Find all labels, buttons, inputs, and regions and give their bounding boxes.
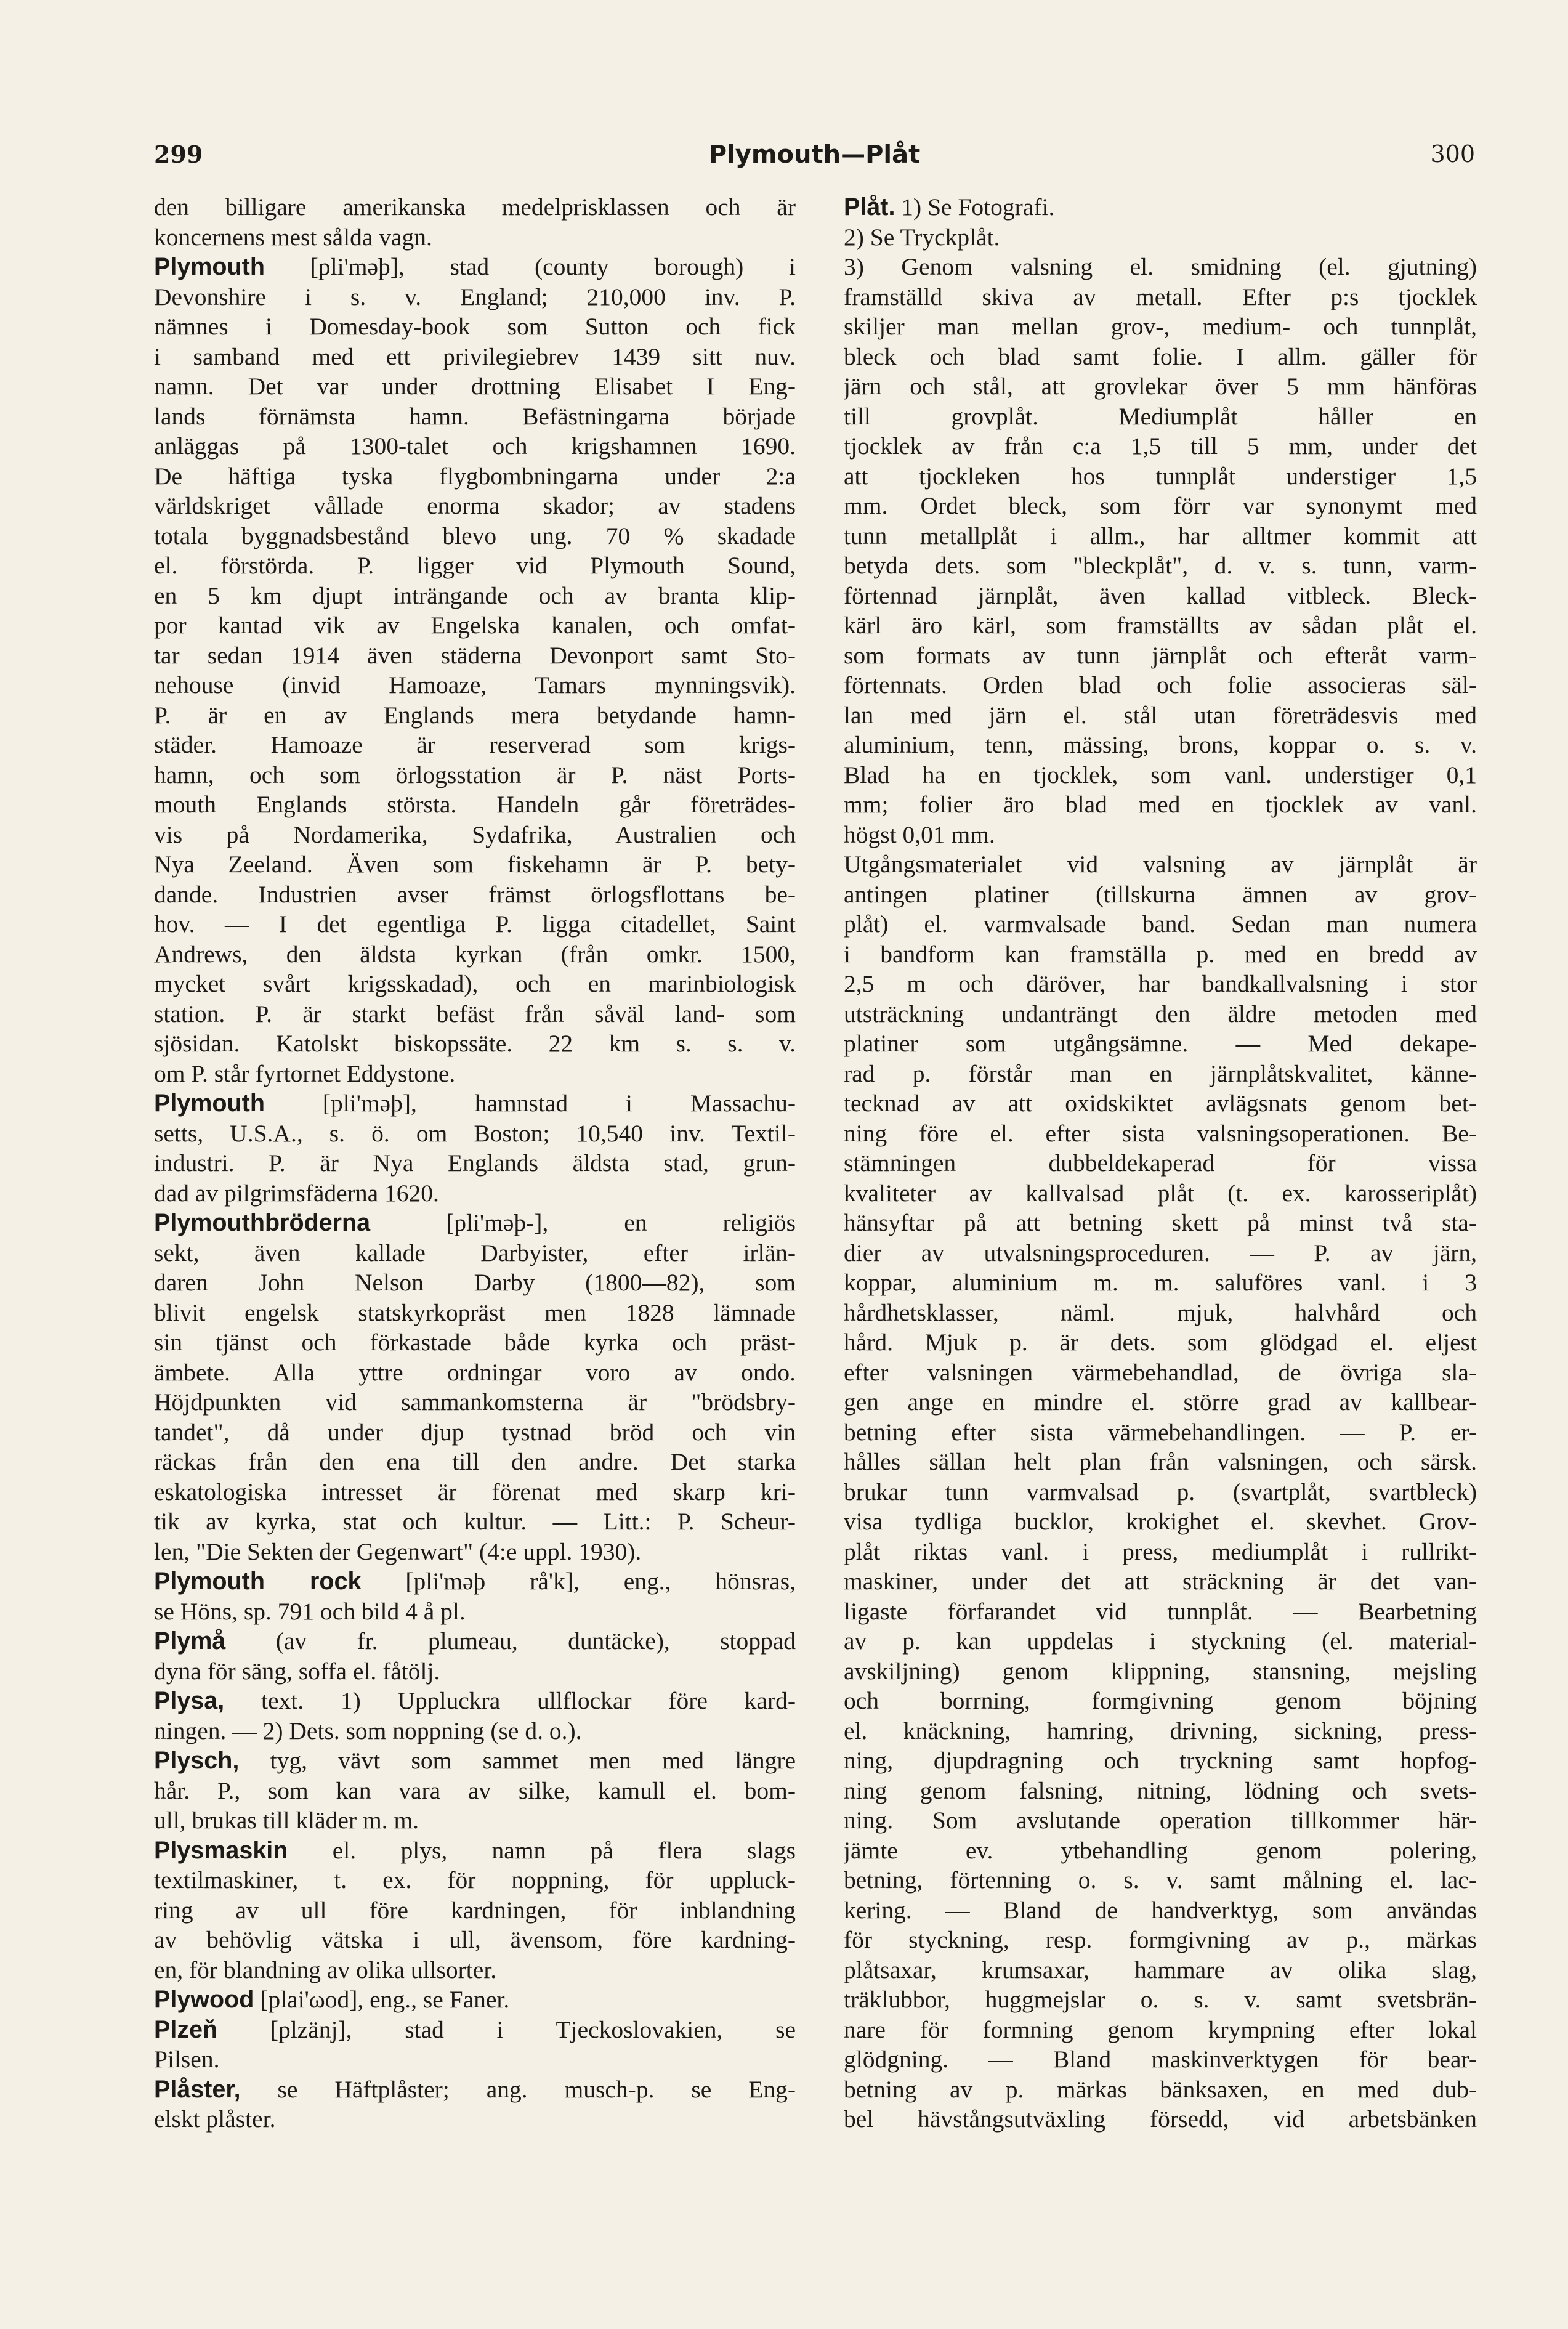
line-text: av behövlig vätska i ull, ävensom, före kardning-	[154, 1926, 796, 1953]
line-text: högst 0,01 mm.	[844, 820, 995, 848]
text-line	[154, 312, 796, 342]
line-text: kering. — Bland de handverktyg, som användas	[844, 1896, 1477, 1924]
text-line	[154, 1059, 796, 1089]
text-line	[844, 1686, 1477, 1716]
line-text: platiner som utgångsämne. — Med dekape-	[844, 1030, 1477, 1057]
line-text: totala byggnadsbestånd blevo ung. 70 % skadade	[154, 522, 796, 549]
text-line	[154, 939, 796, 970]
text-line	[154, 2044, 796, 2075]
line-text: tyg, vävt som sammet men med längre	[239, 1747, 796, 1774]
line-text: att tjockleken hos tunnplåt understiger 1,5	[844, 462, 1477, 490]
line-text: betning, förtenning o. s. v. samt målning el. lac-	[844, 1866, 1477, 1894]
line-text: por kantad vik av Engelska kanalen, och omfat-	[154, 612, 796, 639]
text-line	[844, 1327, 1477, 1358]
line-text: i bandform kan framställa p. med en bredd av	[844, 940, 1477, 968]
line-text: dier av utvalsningsproceduren. — P. av järn,	[844, 1239, 1477, 1266]
entry-headword: Plysa,	[154, 1687, 225, 1714]
line-text: tik av kyrka, stat och kultur. — Litt.: P. Scheur-	[154, 1508, 796, 1535]
text-line	[844, 849, 1477, 880]
text-line	[154, 1358, 796, 1388]
left-column	[154, 192, 796, 2134]
text-line	[154, 760, 796, 790]
line-text: ämbete. Alla yttre ordningar voro av ondo.	[154, 1358, 796, 1386]
text-line	[844, 282, 1477, 312]
line-text: plåtsaxar, krumsaxar, hammare av olika slag,	[844, 1956, 1477, 1983]
text-line	[844, 1895, 1477, 1926]
line-text: se Häftplåster; ang. musch-p. se Eng-	[240, 2075, 796, 2103]
text-line	[844, 1447, 1477, 1477]
text-line	[154, 1327, 796, 1358]
line-text: stämningen dubbeldekaperad för vissa	[844, 1149, 1477, 1177]
line-text: avskiljning) genom klippning, stansning, mejsling	[844, 1657, 1477, 1685]
text-line	[154, 849, 796, 880]
text-line	[844, 1985, 1477, 2015]
text-line	[154, 1985, 796, 2015]
line-text: ning. Som avslutande operation tillkommer här-	[844, 1807, 1477, 1834]
line-text: hår. P., som kan vara av silke, kamull el. bom-	[154, 1776, 796, 1804]
line-text: för styckning, resp. formgivning av p., märkas	[844, 1926, 1477, 1953]
line-text: nehouse (invid Hamoaze, Tamars mynningsvik).	[154, 671, 796, 699]
line-text: om P. står fyrtornet Eddystone.	[154, 1059, 456, 1087]
text-line	[844, 1387, 1477, 1417]
left-page-number: 299	[154, 140, 203, 168]
line-text: nare för formning genom krympning efter lokal	[844, 2015, 1477, 2043]
line-text: av p. kan uppdelas i styckning (el. material-	[844, 1627, 1477, 1655]
line-text: 2,5 m och däröver, har bandkallvalsning i stor	[844, 970, 1477, 997]
text-line	[844, 820, 1477, 850]
line-text: ning före el. efter sista valsningsoperationen. Be-	[844, 1119, 1477, 1147]
text-line	[154, 1776, 796, 1806]
text-line	[844, 1148, 1477, 1178]
text-line	[154, 1836, 796, 1866]
text-line	[154, 371, 796, 402]
text-line	[844, 1865, 1477, 1895]
line-text: textilmaskiner, t. ex. för noppning, för uppluck-	[154, 1866, 796, 1894]
text-line	[844, 1836, 1477, 1866]
line-text: en, för blandning av olika ullsorter.	[154, 1956, 497, 1983]
text-line	[154, 1925, 796, 1955]
line-text: hamn, och som örlogsstation är P. näst Ports-	[154, 761, 796, 788]
line-text: dande. Industrien avser främst örlogsflottans be-	[154, 880, 796, 908]
text-line	[844, 1059, 1477, 1089]
line-text: se Höns, sp. 791 och bild 4 å pl.	[154, 1597, 466, 1625]
entry-headword: Plymouth rock	[154, 1568, 362, 1595]
text-line	[844, 1477, 1477, 1507]
text-line	[154, 1895, 796, 1926]
text-line	[154, 1626, 796, 1656]
line-text: hänsyftar på att betning skett på minst två sta-	[844, 1209, 1477, 1236]
entry-headword: Plåt.	[844, 193, 895, 221]
line-text: Andrews, den äldsta kyrkan (från omkr. 1500,	[154, 940, 796, 968]
line-text: [plai'ωod], eng., se Faner.	[254, 1986, 510, 2013]
line-text: dyna för säng, soffa el. fåtölj.	[154, 1657, 440, 1685]
line-text: sekt, även kallade Darbyister, efter irlän-	[154, 1239, 796, 1266]
text-line	[844, 610, 1477, 641]
text-line	[844, 2044, 1477, 2075]
text-line	[154, 491, 796, 521]
text-line	[154, 581, 796, 611]
line-text: el. förstörda. P. ligger vid Plymouth Sound,	[154, 552, 796, 579]
text-line	[844, 1029, 1477, 1059]
line-text: utsträckning undanträngt den äldre metoden med	[844, 1000, 1477, 1027]
line-text: sjösidan. Katolskt biskopssäte. 22 km s. s. v.	[154, 1030, 796, 1057]
line-text: maskiner, under det att sträckning är det van-	[844, 1568, 1477, 1595]
line-text: glödgning. — Bland maskinverktygen för bear-	[844, 2046, 1477, 2073]
text-line	[154, 880, 796, 910]
text-line	[154, 1746, 796, 1776]
line-text: vis på Nordamerika, Sydafrika, Australien och	[154, 820, 796, 848]
text-line	[154, 2075, 796, 2105]
text-line	[154, 1805, 796, 1836]
line-text: jämte ev. ytbehandling genom polering,	[844, 1836, 1477, 1864]
line-text: setts, U.S.A., s. ö. om Boston; 10,540 inv. Textil-	[154, 1119, 796, 1147]
text-line	[844, 1597, 1477, 1627]
entry-headword: Plysch,	[154, 1747, 240, 1774]
text-line	[844, 521, 1477, 551]
line-text: (av fr. plumeau, duntäcke), stoppad	[225, 1627, 796, 1655]
line-text: plåt) el. varmvalsade band. Sedan man numera	[844, 910, 1477, 938]
line-text: koppar, aluminium m. m. saluföres vanl. i 3	[844, 1269, 1477, 1296]
text-line	[844, 2104, 1477, 2134]
text-line	[844, 252, 1477, 282]
text-line	[154, 1088, 796, 1119]
text-line	[154, 1865, 796, 1895]
text-line	[844, 491, 1477, 521]
text-line	[154, 222, 796, 253]
text-line	[844, 461, 1477, 492]
line-text: 2) Se Tryckplåt.	[844, 223, 1000, 251]
text-line	[844, 402, 1477, 432]
line-text: dad av pilgrimsfäderna 1620.	[154, 1179, 439, 1207]
text-line	[154, 2104, 796, 2134]
text-line	[844, 1088, 1477, 1119]
line-text: gen ange en mindre el. större grad av kallbear-	[844, 1388, 1477, 1416]
text-line	[154, 730, 796, 760]
line-text: bel hävstångsutväxling försedd, vid arbetsbänken	[844, 2105, 1477, 2133]
entry-headword: Plzeň	[154, 2015, 218, 2043]
page-header	[154, 140, 1475, 177]
text-line	[154, 610, 796, 641]
line-text: tunn metallplåt i allm., har alltmer kommit att	[844, 522, 1477, 549]
text-line	[154, 1238, 796, 1268]
text-line	[154, 1566, 796, 1597]
text-line	[844, 2015, 1477, 2045]
text-line	[844, 641, 1477, 671]
entry-headword: Plymå	[154, 1627, 226, 1655]
line-text: betning av p. märkas bänksaxen, en med dub-	[844, 2075, 1477, 2103]
text-line	[844, 700, 1477, 731]
text-line	[844, 1626, 1477, 1656]
text-line	[844, 670, 1477, 700]
line-text: Nya Zeeland. Även som fiskehamn är P. bety-	[154, 851, 796, 878]
line-text: aluminium, tenn, mässing, brons, koppar o. s. v.	[844, 731, 1477, 758]
line-text: skiljer man mellan grov-, medium- och tunnplåt,	[844, 313, 1477, 340]
line-text: träklubbor, huggmejslar o. s. v. samt svetsbrän-	[844, 1986, 1477, 2013]
text-line	[844, 1208, 1477, 1238]
text-line	[154, 1148, 796, 1178]
text-line	[154, 790, 796, 820]
entry-headword: Plymouthbröderna	[154, 1209, 371, 1236]
text-line	[844, 222, 1477, 253]
line-text: mm. Ordet bleck, som förr var synonymt med	[844, 492, 1477, 519]
line-text: efter valsningen värmebehandlad, de övriga sla-	[844, 1358, 1477, 1386]
line-text: text. 1) Uppluckra ullflockar före kard-	[224, 1687, 796, 1714]
line-text: och borrning, formgivning genom böjning	[844, 1687, 1477, 1714]
text-line	[844, 1566, 1477, 1597]
line-text: den billigare amerikanska medelprisklassen och är	[154, 193, 796, 221]
text-line	[844, 1776, 1477, 1806]
text-line	[844, 1805, 1477, 1836]
line-text: ligaste förfarandet vid tunnplåt. — Bearbetning	[844, 1597, 1477, 1625]
line-text: [pli'məþ], stad (county borough) i	[264, 253, 796, 280]
text-line	[844, 431, 1477, 461]
text-line	[154, 1119, 796, 1149]
text-line	[844, 371, 1477, 402]
text-line	[844, 342, 1477, 372]
text-line	[844, 1119, 1477, 1149]
line-text: [plzänj], stad i Tjeckoslovakien, se	[217, 2015, 796, 2043]
line-text: framställd skiva av metall. Efter p:s tjocklek	[844, 283, 1477, 310]
text-line	[844, 1417, 1477, 1448]
text-line	[154, 402, 796, 432]
text-line	[154, 999, 796, 1029]
line-text: järn och stål, att grovlekar över 5 mm hänföras	[844, 373, 1477, 400]
line-text: ull, brukas till kläder m. m.	[154, 1807, 419, 1834]
text-line	[844, 1716, 1477, 1746]
text-line	[154, 1447, 796, 1477]
line-text: lan med järn el. stål utan företrädesvis med	[844, 701, 1477, 729]
line-text: ring av ull före kardningen, för inblandning	[154, 1896, 796, 1924]
text-line	[154, 431, 796, 461]
entry-headword: Plåster,	[154, 2075, 241, 2103]
text-line	[154, 1597, 796, 1627]
text-line	[844, 1238, 1477, 1268]
text-line	[154, 1507, 796, 1537]
text-line	[154, 670, 796, 700]
right-page-number: 300	[1430, 140, 1475, 168]
text-line	[844, 1746, 1477, 1776]
text-line	[844, 1358, 1477, 1388]
line-text: Utgångsmaterialet vid valsning av järnplåt är	[844, 851, 1477, 878]
text-line	[154, 252, 796, 282]
text-line	[844, 2075, 1477, 2105]
line-text: tandet", då under djup tystnad bröd och vin	[154, 1418, 796, 1446]
text-line	[154, 551, 796, 581]
line-text: De häftiga tyska flygbombningarna under 2:a	[154, 462, 796, 490]
line-text: kärl äro kärl, som framställts av sådan plåt el.	[844, 612, 1477, 639]
running-title: Plymouth—Plåt	[708, 140, 921, 169]
text-line	[154, 700, 796, 731]
text-line	[154, 969, 796, 999]
line-text: städer. Hamoaze är reserverad som krigs-	[154, 731, 796, 758]
text-line	[154, 1686, 796, 1716]
line-text: som formats av tunn järnplåt och efteråt varm-	[844, 641, 1477, 669]
line-text: räckas från den ena till den andre. Det starka	[154, 1448, 796, 1475]
line-text: förtennats. Orden blad och folie associeras säl-	[844, 671, 1477, 699]
line-text: namn. Det var under drottning Elisabet I Eng-	[154, 373, 796, 400]
line-text: hårdhetsklasser, näml. mjuk, halvhård och	[844, 1298, 1477, 1326]
line-text: tecknad av att oxidskiktet avlägsnats genom bet-	[844, 1090, 1477, 1117]
line-text: plåt riktas vanl. i press, mediumplåt i rullrikt-	[844, 1537, 1477, 1565]
text-line	[154, 282, 796, 312]
line-text: [pli'məþ-], en religiös	[370, 1209, 796, 1236]
entry-headword: Plymouth	[154, 1090, 265, 1117]
text-line	[844, 999, 1477, 1029]
text-line	[844, 969, 1477, 999]
text-line	[154, 1387, 796, 1417]
line-text: ning, djupdragning och tryckning samt hopfog-	[844, 1747, 1477, 1774]
text-line	[844, 192, 1477, 222]
line-text: en 5 km djupt inträngande och av branta klip-	[154, 581, 796, 609]
text-line	[154, 641, 796, 671]
text-line	[844, 581, 1477, 611]
line-text: koncernens mest sålda vagn.	[154, 223, 432, 251]
text-line	[154, 1208, 796, 1238]
right-column	[844, 192, 1477, 2134]
text-line	[154, 2015, 796, 2045]
line-text: rad p. förstår man en järnplåtskvalitet, känne-	[844, 1059, 1477, 1087]
line-text: lands förnämsta hamn. Befästningarna började	[154, 402, 796, 430]
line-text: betning efter sista värmebehandlingen. — P. er-	[844, 1418, 1477, 1446]
text-line	[154, 1268, 796, 1298]
line-text: len, "Die Sekten der Gegenwart" (4:e uppl. 1930).	[154, 1537, 642, 1565]
line-text: eskatologiska intresset är förenat med skarp kri-	[154, 1478, 796, 1505]
line-text: 1) Se Fotografi.	[895, 193, 1055, 221]
line-text: blivit engelsk statskyrkopräst men 1828 lämnade	[154, 1298, 796, 1326]
text-line	[154, 909, 796, 939]
text-line	[154, 1477, 796, 1507]
line-text: kvaliteter av kallvalsad plåt (t. ex. karosseriplåt)	[844, 1179, 1477, 1207]
line-text: P. är en av Englands mera betydande hamn-	[154, 701, 796, 729]
line-text: hov. — I det egentliga P. ligga citadellet, Saint	[154, 910, 796, 938]
line-text: nämnes i Domesday-book som Sutton och fick	[154, 313, 796, 340]
line-text: station. P. är starkt befäst från såväl land- som	[154, 1000, 796, 1027]
line-text: Höjdpunkten vid sammankomsterna är "brödsbry-	[154, 1388, 796, 1416]
text-line	[844, 790, 1477, 820]
text-line	[844, 1537, 1477, 1567]
line-text: antingen platiner (tillskurna ämnen av grov-	[844, 880, 1477, 908]
text-line	[844, 880, 1477, 910]
entry-headword: Plymouth	[154, 253, 265, 280]
entry-headword: Plysmaskin	[154, 1836, 288, 1864]
line-text: [pli'məþ], hamnstad i Massachu-	[264, 1090, 796, 1117]
line-text: betyda dets. som "bleckplåt", d. v. s. tunn, varm-	[844, 552, 1477, 579]
text-line	[154, 1178, 796, 1209]
text-line	[154, 820, 796, 850]
line-text: mouth Englands största. Handeln går företrädes-	[154, 791, 796, 818]
text-line	[154, 1716, 796, 1746]
text-line	[844, 1298, 1477, 1328]
text-line	[844, 730, 1477, 760]
text-line	[844, 1656, 1477, 1687]
text-line	[154, 1298, 796, 1328]
line-text: elskt plåster.	[154, 2105, 276, 2133]
text-line	[844, 1268, 1477, 1298]
line-text: mm; folier äro blad med en tjocklek av vanl.	[844, 791, 1477, 818]
text-line	[154, 342, 796, 372]
line-text: industri. P. är Nya Englands äldsta stad, grun-	[154, 1149, 796, 1177]
line-text: Devonshire i s. v. England; 210,000 inv. P.	[154, 283, 796, 310]
line-text: el. knäckning, hamring, drivning, sickning, press-	[844, 1717, 1477, 1744]
line-text: mycket svårt krigsskadad), och en marinbiologisk	[154, 970, 796, 997]
line-text: 3) Genom valsning el. smidning (el. gjutning)	[844, 253, 1477, 280]
entry-headword: Plywood	[154, 1986, 254, 2013]
text-line	[154, 461, 796, 492]
line-text: daren John Nelson Darby (1800—82), som	[154, 1269, 796, 1296]
text-line	[844, 939, 1477, 970]
text-line	[154, 1537, 796, 1567]
text-line	[154, 1029, 796, 1059]
text-line	[154, 521, 796, 551]
line-text: anläggas på 1300-talet och krigshamnen 1690.	[154, 432, 796, 460]
line-text: Pilsen.	[154, 2046, 220, 2073]
line-text: hålles sällan helt plan från valsningen, och särsk.	[844, 1448, 1477, 1475]
text-line	[844, 312, 1477, 342]
text-line	[844, 1507, 1477, 1537]
text-line	[844, 1178, 1477, 1209]
line-text: visa tydliga bucklor, krokighet el. skevhet. Grov-	[844, 1508, 1477, 1535]
text-line	[154, 192, 796, 222]
line-text: bleck och blad samt folie. I allm. gäller för	[844, 342, 1477, 370]
text-line	[844, 1925, 1477, 1955]
line-text: förtennad järnplåt, även kallad vitbleck. Bleck-	[844, 581, 1477, 609]
text-line	[154, 1417, 796, 1448]
line-text: hård. Mjuk p. är dets. som glödgad el. eljest	[844, 1329, 1477, 1356]
line-text: i samband med ett privilegiebrev 1439 sitt nuv.	[154, 342, 796, 370]
line-text: brukar tunn varmvalsad p. (svartplåt, svartbleck)	[844, 1478, 1477, 1505]
text-line	[844, 551, 1477, 581]
text-line	[154, 1955, 796, 1985]
text-line	[154, 1656, 796, 1687]
line-text: tjocklek av från c:a 1,5 till 5 mm, under det	[844, 432, 1477, 460]
line-text: världskriget vållade enorma skador; av stadens	[154, 492, 796, 519]
line-text: ning genom falsning, nitning, lödning och svets-	[844, 1776, 1477, 1804]
line-text: sin tjänst och förkastade både kyrka och präst-	[154, 1329, 796, 1356]
line-text: tar sedan 1914 även städerna Devonport samt Sto-	[154, 641, 796, 669]
line-text: till grovplåt. Mediumplåt håller en	[844, 402, 1477, 430]
line-text: [pli'məþ rå'k], eng., hönsras,	[361, 1568, 796, 1595]
text-line	[844, 909, 1477, 939]
line-text: el. plys, namn på flera slags	[288, 1836, 796, 1864]
text-line	[844, 760, 1477, 790]
line-text: Blad ha en tjocklek, som vanl. understiger 0,1	[844, 761, 1477, 788]
text-line	[844, 1955, 1477, 1985]
line-text: ningen. — 2) Dets. som noppning (se d. o.).	[154, 1717, 582, 1744]
